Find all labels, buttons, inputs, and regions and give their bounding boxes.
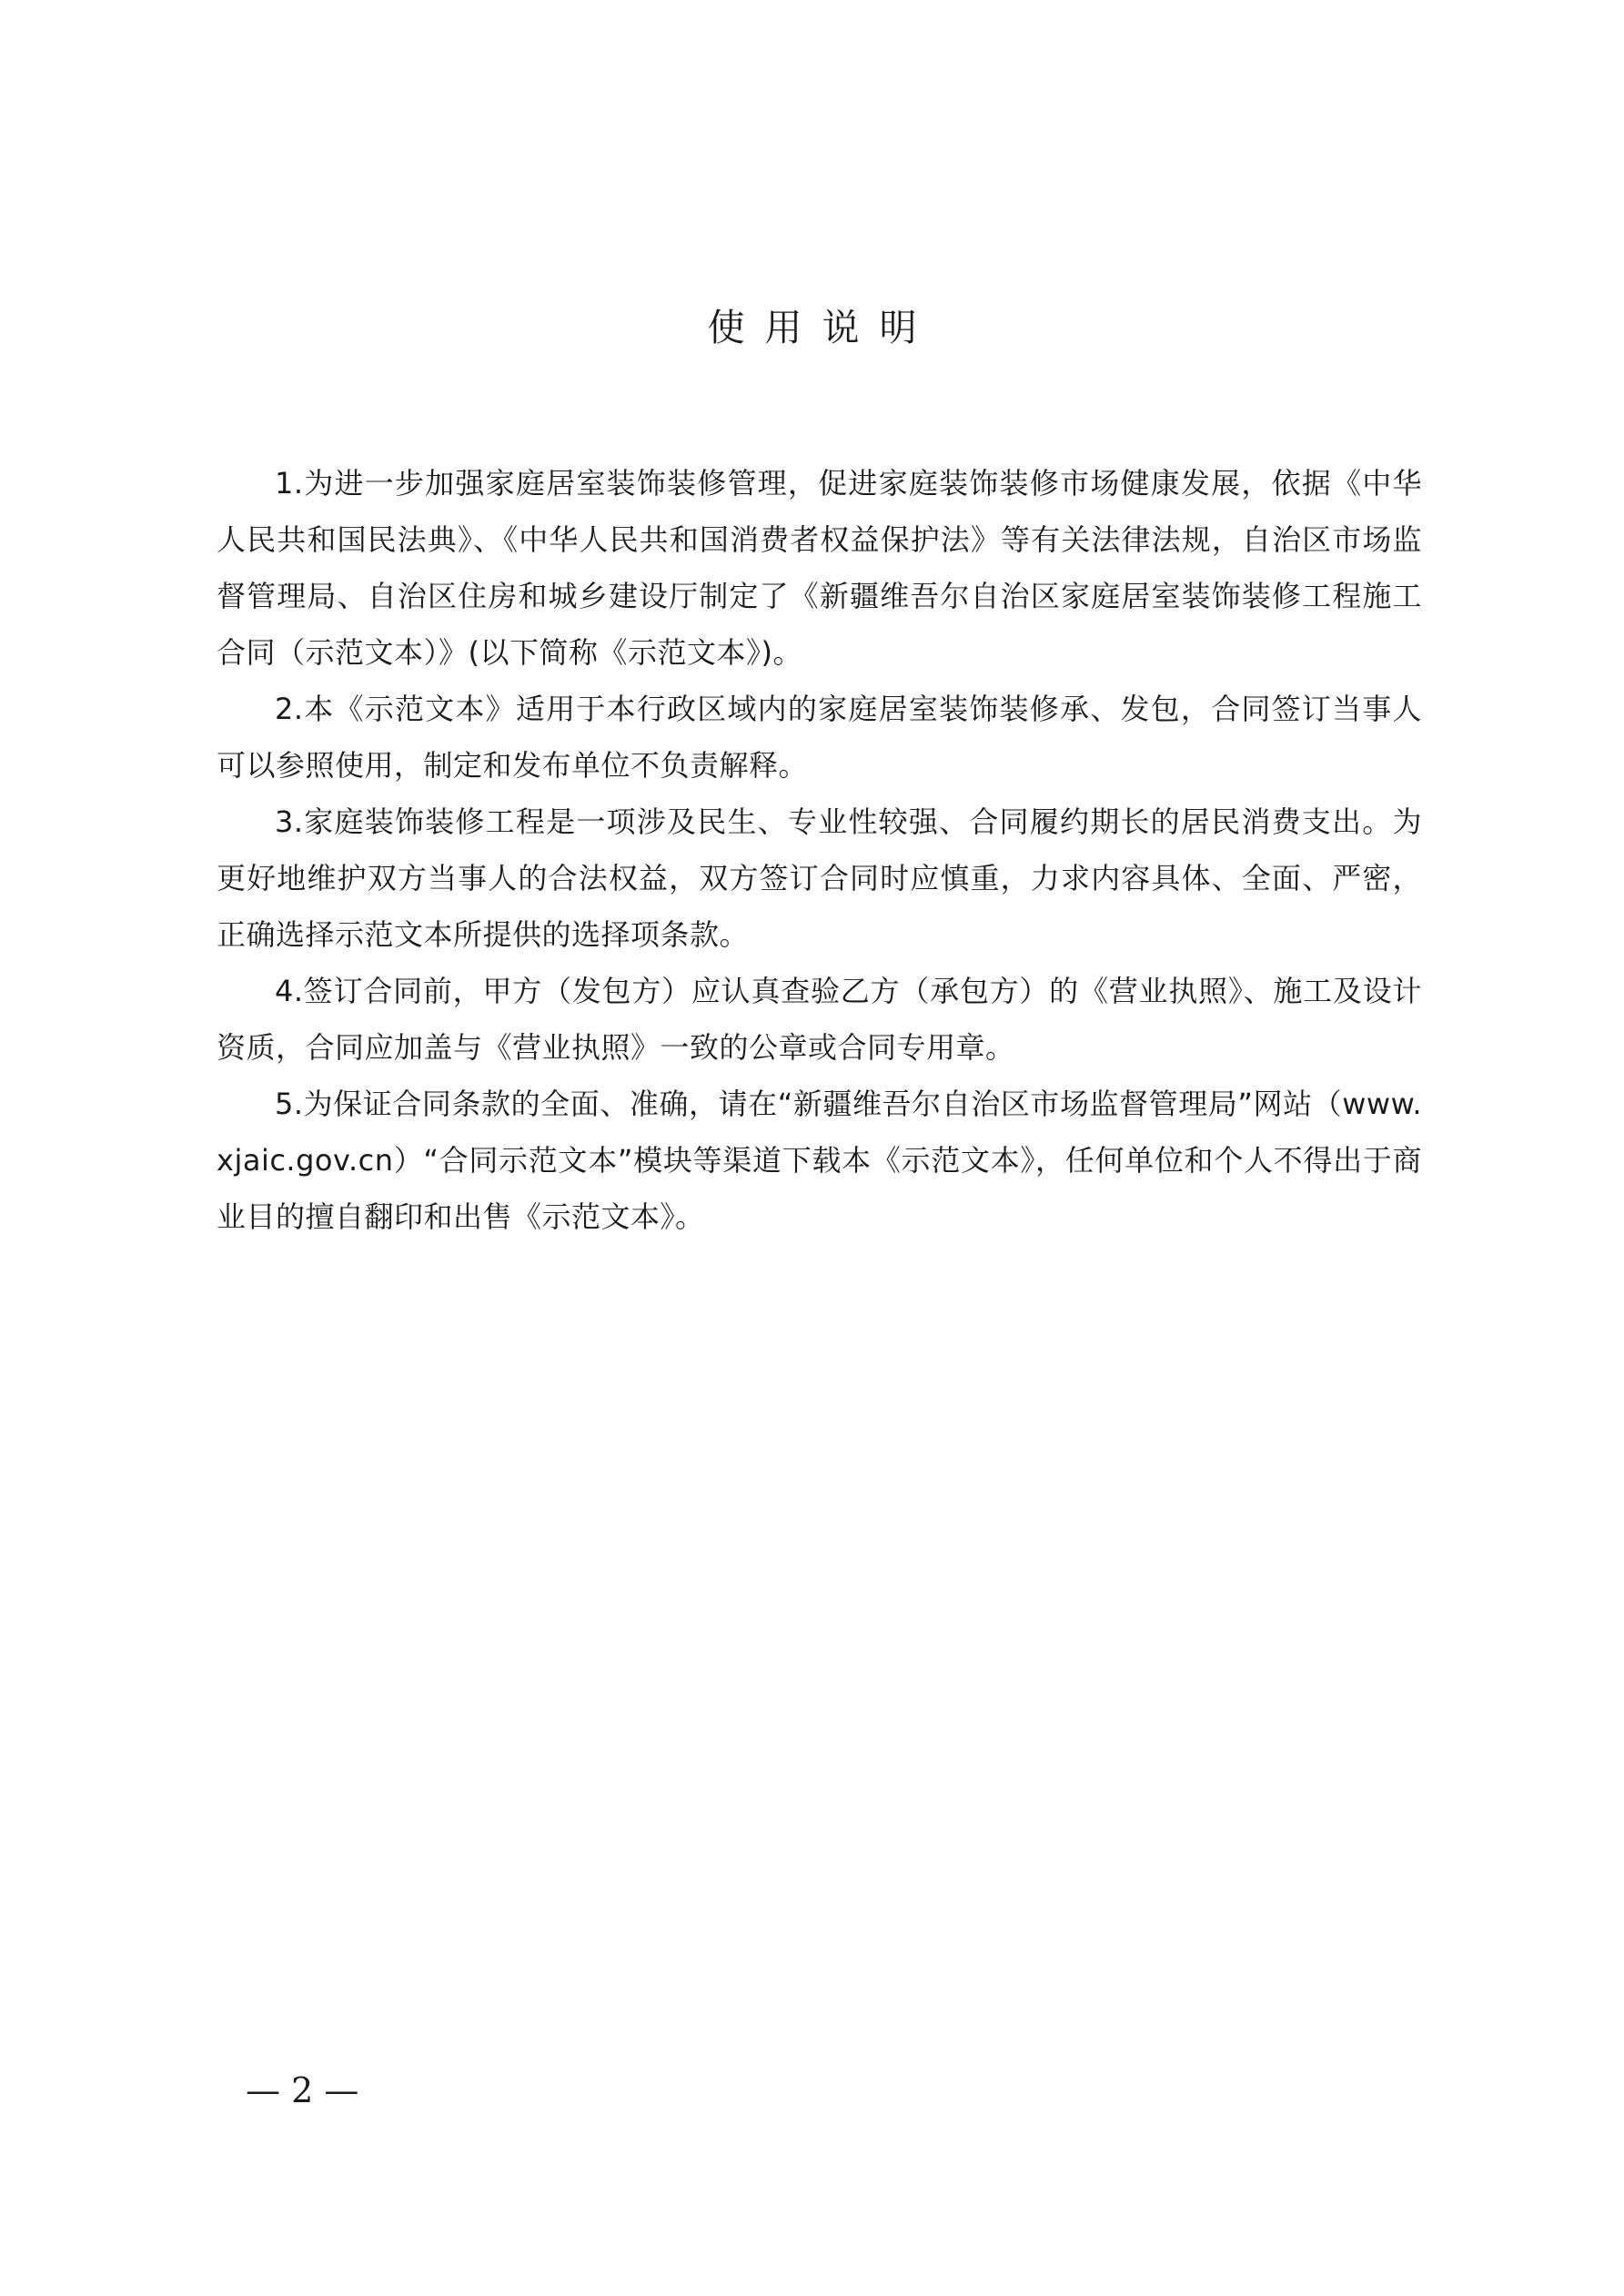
instruction-paragraph-2: 2.本《示范文本》适用于本行政区域内的家庭居室装饰装修承、发包，合同签订当事人可以参照使用，制定和发布单位不负责解释。 — [217, 692, 1422, 783]
instruction-paragraph-5: 5.为保证合同条款的全面、准确，请在“新疆维吾尔自治区市场监督管理局”网站（www.xjaic.gov.cn）“合同示范文本”模块等渠道下载本《示范文本》，任何单位和个人不得出于商业目的擅自翻印和出售《示范文本》。 — [217, 1087, 1422, 1234]
page-number: — 2 — — [246, 2070, 359, 2110]
instruction-paragraph-1: 1.为进一步加强家庭居室装饰装修管理，促进家庭装饰装修市场健康发展，依据《中华人民共和国民法典》、《中华人民共和国消费者权益保护法》等有关法律法规，自治区市场监督管理局、自治区住房和城乡建设厅制定了《新疆维吾尔自治区家庭居室装饰装修工程施工合同（示范文本）》(以下简称《示范文本》)。 — [217, 466, 1422, 670]
page-title: 使用说明 — [707, 306, 937, 349]
instruction-paragraph-4: 4.签订合同前，甲方（发包方）应认真查验乙方（承包方）的《营业执照》、施工及设计资质，合同应加盖与《营业执照》一致的公章或合同专用章。 — [217, 974, 1422, 1065]
instruction-paragraph-3: 3.家庭装饰装修工程是一项涉及民生、专业性较强、合同履约期长的居民消费支出。为更好地维护双方当事人的合法权益，双方签订合同时应慎重，力求内容具体、全面、严密，正确选择示范文本所提供的选择项条款。 — [217, 804, 1422, 952]
instructions-body — [217, 455, 1422, 1245]
